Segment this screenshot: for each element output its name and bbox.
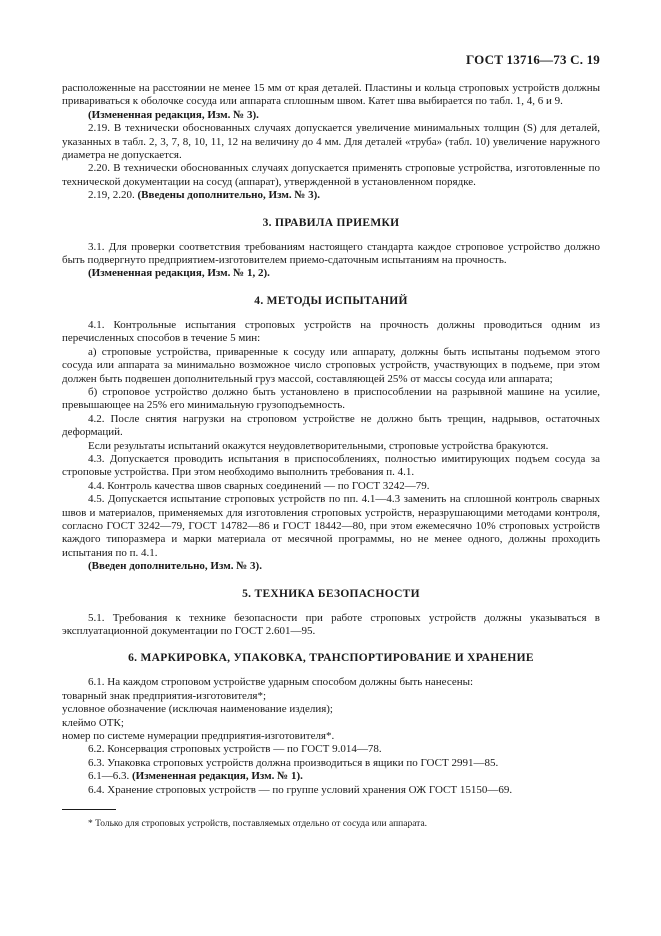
paragraph-6-2: 6.2. Консервация строповых устройств — по ГОСТ 9.014—78.: [88, 743, 382, 756]
section-4: [62, 319, 600, 574]
paragraph-4-1-a: а) строповые устройства, приваренные к сосуду или аппарату, должны быть испытаны подъемом этого сосуда или аппарата за минимально возможное число строповых устройств, участвующих в подъеме, при этом должен быть подвешен дополнительный груз массой, составляющей 25% от массы сосуда или аппарата;: [62, 345, 600, 385]
paragraph-3-1: 3.1. Для проверки соответствия требованиям настоящего стандарта каждое строповое устройство должно быть подвергнуто предприятием-изготовителем приемо-сдаточным испытаниям на прочность.: [62, 240, 600, 267]
paragraph-4-2: 4.2. После снятия нагрузки на строповом устройстве не должно быть трещин, надрывов, остаточных деформаций.: [62, 412, 600, 439]
paragraph-5-1: 5.1. Требования к технике безопасности при работе строповых устройств должны указываться в эксплуатационной документации по ГОСТ 2.601—95.: [62, 611, 600, 637]
list-item: товарный знак предприятия-изготовителя*;: [62, 689, 267, 702]
note-prefix: 6.1—6.3.: [88, 770, 132, 783]
footnote-divider: [62, 809, 116, 810]
paragraph-2-19: 2.19. В технически обоснованных случаях допускается увеличение минимальных толщин (S) для деталей, указанных в табл. 2, 3, 7, 8, 10, 11, 12 на величину до 4 мм. Для деталей «труба» (табл. 10) увеличение наружного диаметра не допускается.: [62, 122, 600, 162]
section-6: [62, 676, 600, 797]
paragraph-continuation: расположенные на расстоянии не менее 15 мм от края деталей. Пластины и кольца строповых устройств должны привариваться к оболочке сосуда или аппарата сплошным швом. Катет шва выбирается по табл. 1, 4, 6 и 9.: [62, 82, 600, 108]
paragraph-6-4: 6.4. Хранение строповых устройств — по группе условий хранения ОЖ ГОСТ 15150—69.: [88, 783, 513, 796]
section-6-title: 6. МАРКИРОВКА, УПАКОВКА, ТРАНСПОРТИРОВАНИЕ И ХРАНЕНИЕ: [128, 652, 534, 665]
note-prefix: 2.19, 2.20.: [88, 189, 138, 202]
footnote: * Только для строповых устройств, поставляемых отдельно от сосуда или аппарата.: [88, 819, 428, 830]
paragraph-4-3: 4.3. Допускается проводить испытания в приспособлениях, полностью имитирующих подъем сосуда за строповые устройства. При этом необходимо выполнить требования п. 4.1.: [62, 452, 600, 479]
section-3-title: 3. ПРАВИЛА ПРИЕМКИ: [262, 216, 400, 229]
amendment-note: (Измененная редакция, Изм. № 3).: [88, 108, 259, 121]
paragraph-6-3: 6.3. Упаковка строповых устройств должна производиться в ящики по ГОСТ 2991—85.: [88, 756, 499, 769]
list-item: условное обозначение (исключая наименование изделия);: [62, 703, 333, 716]
list-item: номер по системе нумерации предприятия-изготовителя*.: [62, 730, 335, 743]
paragraph-6-1: 6.1. На каждом строповом устройстве ударным способом должны быть нанесены:: [88, 676, 474, 689]
amendment-note: (Измененная редакция, Изм. № 1, 2).: [88, 267, 270, 280]
paragraph-fail: Если результаты испытаний окажутся неудовлетворительными, строповые устройства бракуются.: [88, 439, 549, 452]
document-page: [62, 52, 600, 830]
section-2-continuation: [62, 82, 600, 203]
page-header: ГОСТ 13716—73 С. 19: [466, 52, 600, 67]
paragraph-2-20: 2.20. В технически обоснованных случаях допускается применять строповые устройства, изготовленные по технической документации на сосуд (аппарат), утвержденной в установленном порядке.: [62, 162, 600, 188]
list-item: клеймо ОТК;: [62, 716, 124, 729]
paragraph-6-1-6-3-note: [62, 770, 600, 783]
section-5-title: 5. ТЕХНИКА БЕЗОПАСНОСТИ: [242, 587, 420, 600]
paragraph-4-1: 4.1. Контрольные испытания строповых устройств на прочность должны проводиться одним из перечисленных способов в течение 5 мин:: [62, 318, 600, 345]
paragraph-4-4: 4.4. Контроль качества швов сварных соединений — по ГОСТ 3242—79.: [88, 479, 430, 492]
paragraph-4-1-b: б) строповое устройство должно быть установлено в приспособлении на разрывной машине на усилие, превышающее на 25% его минимальную грузоподъемность.: [62, 385, 600, 412]
paragraph-4-5: 4.5. Допускается испытание строповых устройств по пп. 4.1—4.3 заменить на сплошной контроль сварных швов и материалов, применяемых для изготовления строповых устройств, неразрушающими методами контроля, согласно ГОСТ 3242—79, ГОСТ 14782—86 и ГОСТ 18442—80, при этом ежемесячно 10% строповых устройств каждого типоразмера и марки материала от месячной программы, но не менее одного, должны проходить испытания по п. 4.1.: [62, 493, 600, 559]
section-5: [62, 612, 600, 639]
amendment-note: (Введен дополнительно, Изм. № 3).: [88, 560, 262, 573]
amendment-note: (Измененная редакция, Изм. № 1).: [132, 770, 303, 783]
section-4-title: 4. МЕТОДЫ ИСПЫТАНИЙ: [254, 294, 408, 307]
amendment-note: (Введены дополнительно, Изм. № 3).: [137, 189, 321, 202]
section-3: [62, 241, 600, 281]
paragraph-2-19-2-20-note: [62, 189, 600, 202]
